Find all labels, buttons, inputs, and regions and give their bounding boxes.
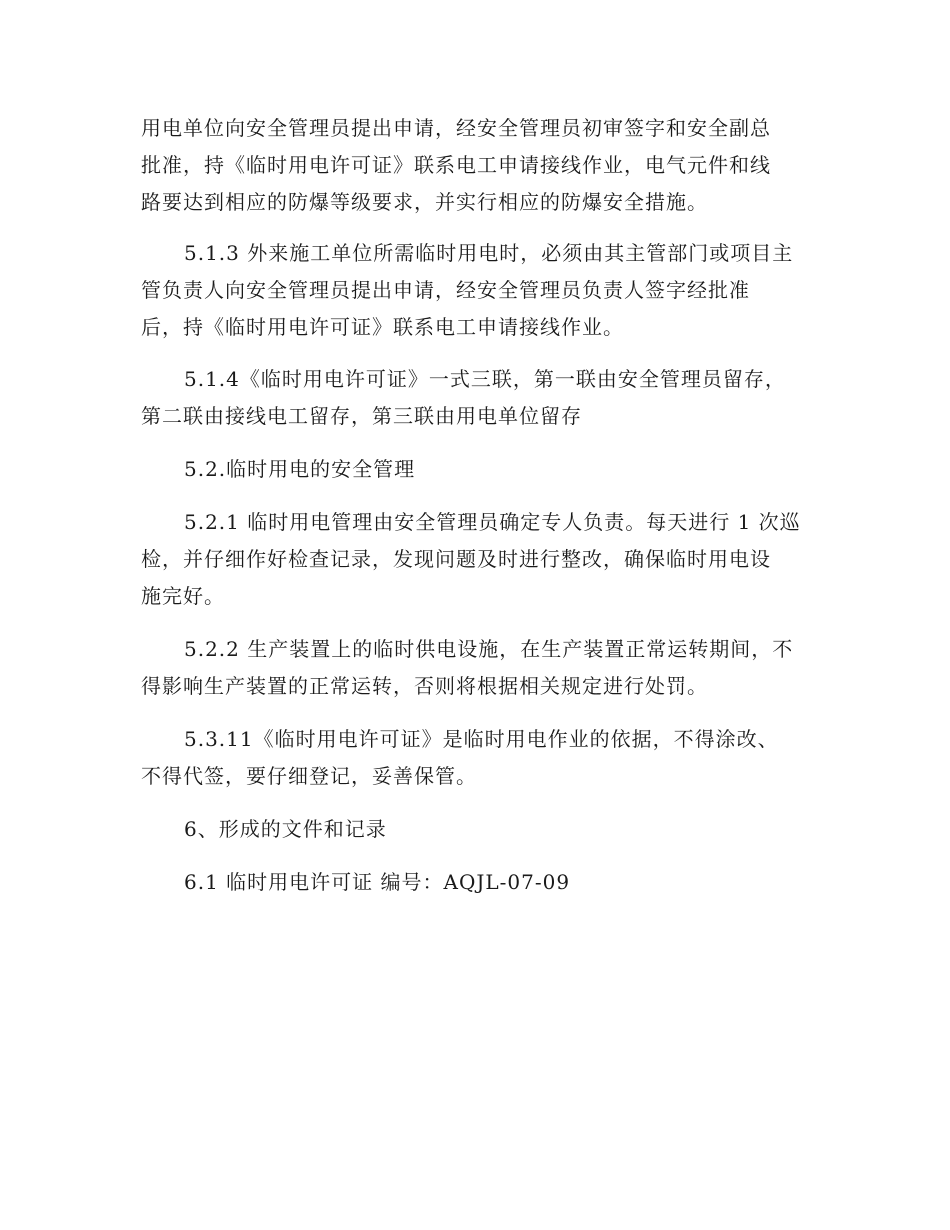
paragraph-3-line-1: 5.1.4《临时用电许可证》一式三联，第一联由安全管理员留存， [184, 367, 786, 391]
paragraph-3-line-2: 第二联由接线电工留存，第三联由用电单位留存 [141, 404, 582, 428]
paragraph-1-line-3: 路要达到相应的防爆等级要求，并实行相应的防爆安全措施。 [141, 190, 708, 214]
paragraph-7-line-1: 5.3.11《临时用电许可证》是临时用电作业的依据，不得涂改、 [184, 727, 779, 751]
paragraph-5-line-2: 检，并仔细作好检查记录，发现问题及时进行整改，确保临时用电设 [141, 547, 771, 571]
section-heading-6: 6、形成的文件和记录 [184, 817, 387, 841]
paragraph-7-line-2: 不得代签，要仔细登记，妥善保管。 [141, 764, 477, 788]
paragraph-1-line-1: 用电单位向安全管理员提出申请，经安全管理员初审签字和安全副总 [141, 116, 771, 140]
paragraph-5-line-3: 施完好。 [141, 584, 225, 608]
section-heading-5-2: 5.2.临时用电的安全管理 [184, 457, 416, 481]
paragraph-6-line-2: 得影响生产装置的正常运转，否则将根据相关规定进行处罚。 [141, 674, 708, 698]
paragraph-5-line-1: 5.2.1 临时用电管理由安全管理员确定专人负责。每天进行 1 次巡 [184, 510, 801, 534]
paragraph-2-line-1: 5.1.3 外来施工单位所需临时用电时，必须由其主管部门或项目主 [184, 241, 794, 265]
paragraph-1-line-2: 批准，持《临时用电许可证》联系电工申请接线作业，电气元件和线 [141, 153, 771, 177]
record-item-6-1: 6.1 临时用电许可证 编号：AQJL-07-09 [184, 870, 571, 894]
paragraph-2-line-3: 后，持《临时用电许可证》联系电工申请接线作业。 [141, 315, 624, 339]
paragraph-2-line-2: 管负责人向安全管理员提出申请，经安全管理员负责人签字经批准 [141, 278, 750, 302]
paragraph-6-line-1: 5.2.2 生产装置上的临时供电设施，在生产装置正常运转期间，不 [184, 637, 794, 661]
